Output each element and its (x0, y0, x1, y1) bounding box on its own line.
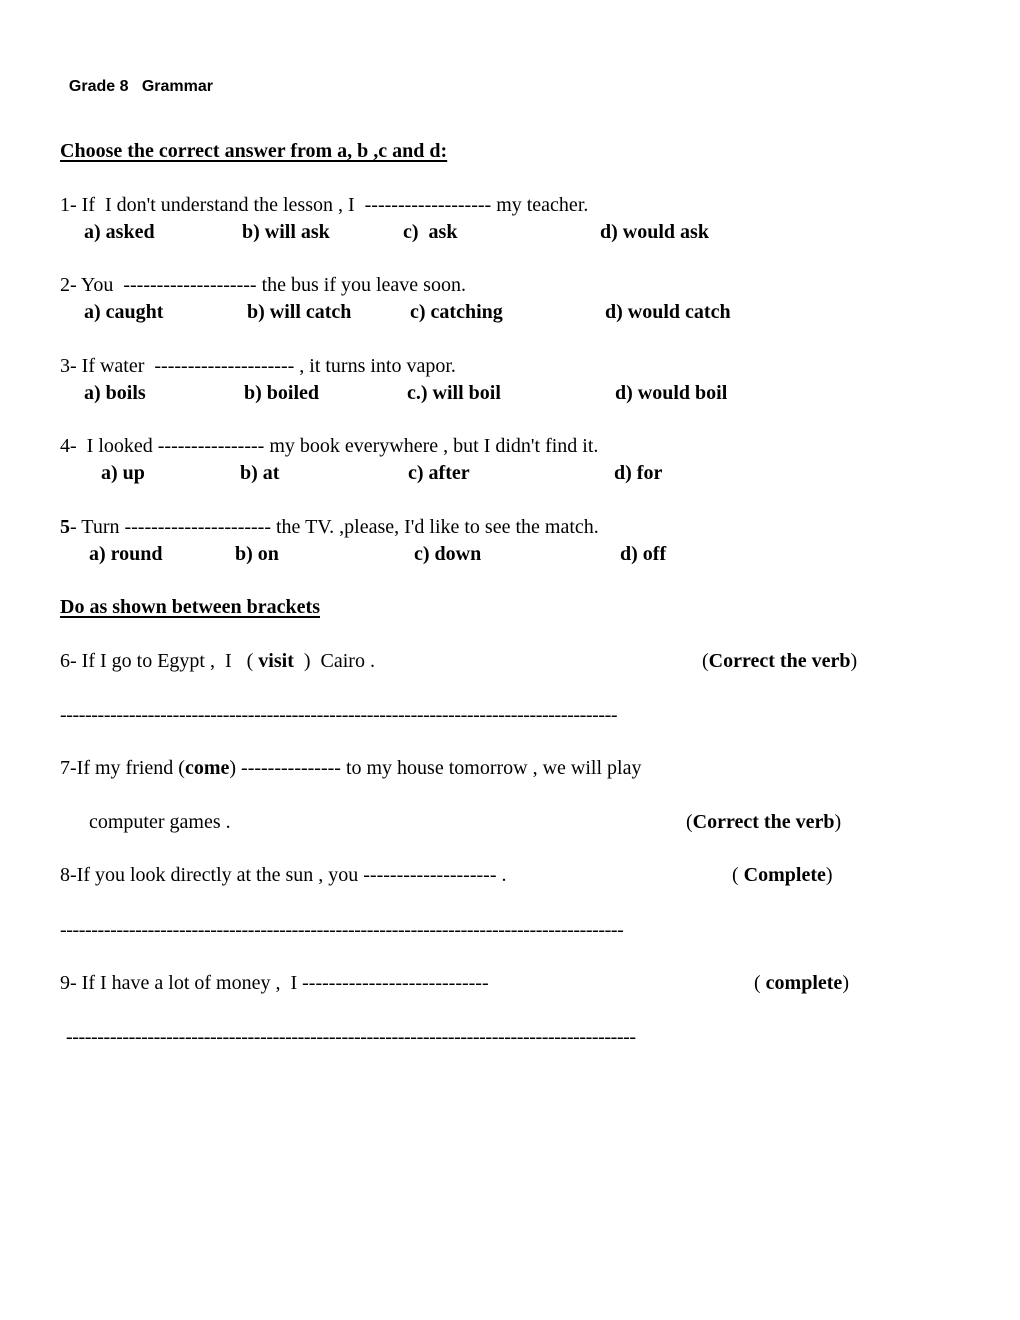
section-title-do-as-shown: Do as shown between brackets (60, 596, 320, 618)
question-3-text: 3- If water --------------------- , it turns into vapor. (60, 355, 456, 377)
question-5-option-a: a) round (89, 543, 163, 565)
question-4-option-b: b) at (240, 462, 280, 484)
question-6-text: 6- If I go to Egypt , I ( visit ) Cairo . (60, 650, 375, 672)
question-7-text: 7-If my friend (come) --------------- to my house tomorrow , we will play (60, 757, 642, 779)
answer-line-8: ------------------------------------------------------------------------------------------ (60, 919, 624, 941)
answer-line-9: ------------------------------------------------------------------------------------------- (66, 1026, 636, 1048)
subject-label: Grammar (141, 78, 213, 95)
question-9-instruction: ( complete) (754, 972, 849, 994)
question-3-option-a: a) boils (84, 382, 146, 404)
question-1-option-b: b) will ask (242, 221, 330, 243)
question-3-option-d: d) would boil (615, 382, 728, 404)
question-6-verb: visit (258, 650, 294, 672)
question-5-body: - Turn ---------------------- the TV. ,please, I'd like to see the match. (70, 516, 599, 538)
question-8-instruction: ( Complete) (732, 864, 833, 886)
question-3-option-b: b) boiled (244, 382, 320, 404)
question-9-text: 9- If I have a lot of money , I ---------------------------- (60, 972, 489, 994)
question-1-option-d: d) would ask (600, 221, 709, 243)
question-2-text: 2- You -------------------- the bus if you leave soon. (60, 274, 466, 296)
question-7-instruction: (Correct the verb) (686, 811, 842, 833)
question-5-option-d: d) off (620, 543, 667, 565)
question-2-option-b: b) will catch (247, 301, 352, 323)
section-title-multiple-choice: Choose the correct answer from a, b ,c and d: (60, 140, 448, 162)
question-8-text: 8-If you look directly at the sun , you -------------------- . (60, 864, 507, 886)
question-4-option-a: a) up (101, 462, 145, 484)
question-4-option-c: c) after (408, 462, 470, 484)
question-3-option-c: c.) will boil (407, 382, 501, 404)
question-2-option-d: d) would catch (605, 301, 731, 323)
question-4-option-d: d) for (614, 462, 663, 484)
grade-label: Grade 8 (68, 78, 129, 95)
question-2-option-a: a) caught (84, 301, 164, 323)
question-1-text: 1- If I don't understand the lesson , I ------------------- my teacher. (60, 194, 589, 216)
question-5-option-b: b) on (235, 543, 279, 565)
question-6-instruction: (Correct the verb) (702, 650, 858, 672)
question-5-text (60, 517, 599, 537)
question-1-option-a: a) asked (84, 221, 155, 243)
question-2-option-c: c) catching (410, 301, 503, 323)
question-4-text: 4- I looked ---------------- my book everywhere , but I didn't find it. (60, 435, 599, 457)
worksheet-header (60, 63, 213, 95)
question-5-option-c: c) down (414, 543, 482, 565)
question-1-option-c: c) ask (403, 221, 458, 243)
answer-line-6: ----------------------------------------------------------------------------------------- (60, 704, 618, 726)
question-7-verb: come (184, 757, 230, 779)
question-7-text-line2: computer games . (89, 811, 231, 833)
question-5-number: 5 (60, 516, 70, 538)
